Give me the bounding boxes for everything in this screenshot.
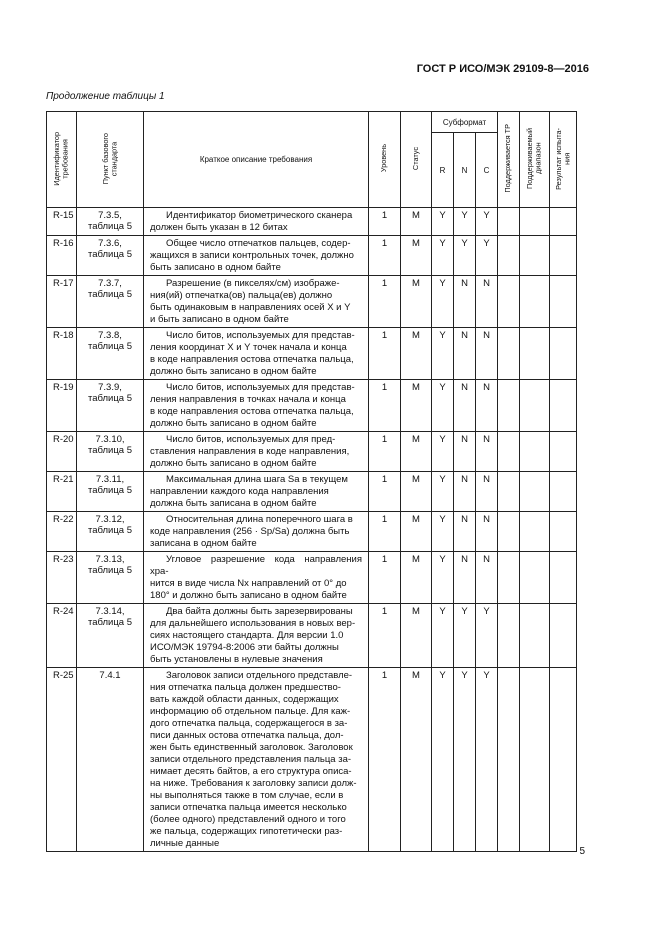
table-row bbox=[47, 432, 599, 472]
col-header-status: Статус bbox=[401, 112, 432, 208]
subformat-c-cell: N bbox=[476, 380, 498, 432]
base-clause: 7.3.12, таблица 5 bbox=[77, 512, 144, 552]
base-clause: 7.3.5, таблица 5 bbox=[77, 208, 144, 236]
requirement-description-text: Число битов, используемых для пред- ставления направления в коде направления, должно быть записано в одном байте bbox=[150, 434, 350, 469]
table-row bbox=[47, 472, 599, 512]
level-cell: 1 bbox=[369, 276, 401, 328]
col-header-sub-r: R bbox=[432, 133, 454, 208]
requirement-description bbox=[144, 668, 369, 852]
level-cell: 1 bbox=[369, 380, 401, 432]
range-cell bbox=[520, 512, 550, 552]
requirement-id: R-16 bbox=[47, 236, 77, 276]
table-row bbox=[47, 604, 599, 668]
requirement-description-text: Заголовок записи отдельного представле- ния отпечатка пальца должен предшество- вать каждой области данных, содержащих информацию об отдельном пальце. Для каж- дого отпечатка пальца, содержащегося в за- писи данных остова отпечатка пальца, дол- жен быть единственный заголовок. Заголовок записи отдельного представления пальца за- нимает десять байтов, а его структура описа- на ниже. Требования к заголовку записи долж- ны выполняться также в том случае, если в записи отпечатка пальца имеется несколько (более одного) представлений одного и того же пальца, содержащих гипотетически раз- личные данные bbox=[150, 670, 357, 849]
range-cell bbox=[520, 208, 550, 236]
subformat-n-cell: N bbox=[454, 276, 476, 328]
requirement-description bbox=[144, 604, 369, 668]
requirement-id: R-15 bbox=[47, 208, 77, 236]
range-cell bbox=[520, 432, 550, 472]
status-cell: M bbox=[401, 668, 432, 852]
subformat-c-cell: N bbox=[476, 552, 498, 604]
requirement-description-text: Идентификатор биометрического сканера должен быть указан в 12 битах bbox=[150, 210, 353, 233]
base-clause: 7.3.6, таблица 5 bbox=[77, 236, 144, 276]
subformat-r-cell: Y bbox=[432, 432, 454, 472]
table-row bbox=[47, 276, 599, 328]
requirement-description bbox=[144, 512, 369, 552]
requirement-id: R-20 bbox=[47, 432, 77, 472]
supported-cell bbox=[498, 328, 520, 380]
requirements-table bbox=[46, 111, 599, 852]
level-cell: 1 bbox=[369, 328, 401, 380]
table-row bbox=[47, 512, 599, 552]
subformat-n-cell: Y bbox=[454, 236, 476, 276]
requirement-description bbox=[144, 236, 369, 276]
requirement-id: R-19 bbox=[47, 380, 77, 432]
status-cell: M bbox=[401, 380, 432, 432]
requirement-id: R-17 bbox=[47, 276, 77, 328]
requirement-description bbox=[144, 552, 369, 604]
subformat-c-cell: N bbox=[476, 276, 498, 328]
range-cell bbox=[520, 236, 550, 276]
supported-cell bbox=[498, 276, 520, 328]
range-cell bbox=[520, 552, 550, 604]
subformat-r-cell: Y bbox=[432, 472, 454, 512]
requirement-description-text: Относительная длина поперечного шага в коде направления (256 · Sp/Sa) должна быть записана в одном байте bbox=[150, 514, 353, 549]
level-cell: 1 bbox=[369, 668, 401, 852]
table-row bbox=[47, 552, 599, 604]
requirement-id: R-24 bbox=[47, 604, 77, 668]
requirement-description bbox=[144, 328, 369, 380]
subformat-c-cell: N bbox=[476, 328, 498, 380]
supported-cell bbox=[498, 472, 520, 512]
requirement-description bbox=[144, 472, 369, 512]
result-cell bbox=[550, 276, 577, 328]
subformat-n-cell: N bbox=[454, 552, 476, 604]
col-header-clause: Пункт базового стандарта bbox=[77, 112, 144, 208]
supported-cell bbox=[498, 208, 520, 236]
page-number: 5 bbox=[579, 846, 585, 857]
table-row bbox=[47, 328, 599, 380]
supported-cell bbox=[498, 432, 520, 472]
subformat-r-cell: Y bbox=[432, 208, 454, 236]
status-cell: M bbox=[401, 328, 432, 380]
subformat-r-cell: Y bbox=[432, 668, 454, 852]
subformat-n-cell: N bbox=[454, 380, 476, 432]
supported-cell bbox=[498, 236, 520, 276]
subformat-c-cell: N bbox=[476, 512, 498, 552]
supported-cell bbox=[498, 552, 520, 604]
subformat-r-cell: Y bbox=[432, 552, 454, 604]
requirement-id: R-18 bbox=[47, 328, 77, 380]
subformat-n-cell: Y bbox=[454, 604, 476, 668]
requirement-id: R-25 bbox=[47, 668, 77, 852]
supported-cell bbox=[498, 668, 520, 852]
status-cell: M bbox=[401, 432, 432, 472]
status-cell: M bbox=[401, 552, 432, 604]
supported-cell bbox=[498, 604, 520, 668]
subformat-c-cell: N bbox=[476, 472, 498, 512]
level-cell: 1 bbox=[369, 236, 401, 276]
result-cell bbox=[550, 552, 577, 604]
table-row bbox=[47, 668, 599, 852]
table-row bbox=[47, 236, 599, 276]
result-cell bbox=[550, 512, 577, 552]
result-cell bbox=[550, 668, 577, 852]
subformat-r-cell: Y bbox=[432, 512, 454, 552]
subformat-r-cell: Y bbox=[432, 276, 454, 328]
range-cell bbox=[520, 668, 550, 852]
subformat-n-cell: N bbox=[454, 328, 476, 380]
col-header-sub-n: N bbox=[454, 133, 476, 208]
document-standard-header: ГОСТ Р ИСО/МЭК 29109-8—2016 bbox=[416, 63, 589, 75]
subformat-c-cell: Y bbox=[476, 668, 498, 852]
col-header-id: Идентификатор требования bbox=[47, 112, 77, 208]
base-clause: 7.3.13, таблица 5 bbox=[77, 552, 144, 604]
base-clause: 7.3.7, таблица 5 bbox=[77, 276, 144, 328]
subformat-n-cell: N bbox=[454, 432, 476, 472]
requirement-description bbox=[144, 276, 369, 328]
level-cell: 1 bbox=[369, 208, 401, 236]
result-cell bbox=[550, 472, 577, 512]
level-cell: 1 bbox=[369, 552, 401, 604]
base-clause: 7.3.14, таблица 5 bbox=[77, 604, 144, 668]
result-cell bbox=[550, 208, 577, 236]
status-cell: M bbox=[401, 276, 432, 328]
requirement-id: R-21 bbox=[47, 472, 77, 512]
base-clause: 7.4.1 bbox=[77, 668, 144, 852]
requirement-description bbox=[144, 380, 369, 432]
level-cell: 1 bbox=[369, 604, 401, 668]
status-cell: M bbox=[401, 208, 432, 236]
level-cell: 1 bbox=[369, 472, 401, 512]
base-clause: 7.3.8, таблица 5 bbox=[77, 328, 144, 380]
range-cell bbox=[520, 604, 550, 668]
result-cell bbox=[550, 328, 577, 380]
status-cell: M bbox=[401, 236, 432, 276]
subformat-c-cell: N bbox=[476, 432, 498, 472]
status-cell: M bbox=[401, 604, 432, 668]
range-cell bbox=[520, 276, 550, 328]
supported-cell bbox=[498, 380, 520, 432]
result-cell bbox=[550, 380, 577, 432]
base-clause: 7.3.10, таблица 5 bbox=[77, 432, 144, 472]
subformat-c-cell: Y bbox=[476, 604, 498, 668]
requirement-description-text: Угловое разрешение кода направления хра- нится в виде числа Nx направлений от 0° до 180° и должно быть записано в одном байте bbox=[150, 554, 362, 601]
requirement-description-text: Два байта должны быть зарезервированы для дальнейшего использования в новых вер- сиях настоящего стандарта. Для версии 1.0 ИСО/МЭК 19794-8:2006 эти байты должны быть установлены в нулевые значения bbox=[150, 606, 356, 665]
col-header-subformat: Субформат bbox=[432, 112, 498, 133]
subformat-r-cell: Y bbox=[432, 328, 454, 380]
col-header-result: Результат испыта- ния bbox=[550, 112, 577, 208]
requirement-id: R-22 bbox=[47, 512, 77, 552]
status-cell: M bbox=[401, 472, 432, 512]
subformat-n-cell: Y bbox=[454, 668, 476, 852]
requirement-description-text: Максимальная длина шага Sa в текущем направлении каждого кода направления должна быть записана в одном байте bbox=[150, 474, 348, 509]
subformat-c-cell: Y bbox=[476, 236, 498, 276]
range-cell bbox=[520, 380, 550, 432]
status-cell: M bbox=[401, 512, 432, 552]
supported-cell bbox=[498, 512, 520, 552]
requirement-id: R-23 bbox=[47, 552, 77, 604]
col-header-description: Краткое описание требования bbox=[144, 112, 369, 208]
col-header-level: Уровень bbox=[369, 112, 401, 208]
level-cell: 1 bbox=[369, 432, 401, 472]
subformat-n-cell: N bbox=[454, 512, 476, 552]
result-cell bbox=[550, 432, 577, 472]
base-clause: 7.3.11, таблица 5 bbox=[77, 472, 144, 512]
subformat-n-cell: Y bbox=[454, 208, 476, 236]
col-header-sub-c: C bbox=[476, 133, 498, 208]
requirement-description-text: Разрешение (в пикселях/см) изображе- ния(ий) отпечатка(ов) пальца(ев) должно быть одинаковым в направлениях осей X и Y и быть записано в одном байте bbox=[150, 278, 351, 325]
col-header-supported: Поддерживается ТР bbox=[498, 112, 520, 208]
base-clause: 7.3.9, таблица 5 bbox=[77, 380, 144, 432]
subformat-n-cell: N bbox=[454, 472, 476, 512]
requirement-description-text: Число битов, используемых для представ- ления координат X и Y точек начала и конца в коде направления остова отпечатка пальца, должно быть записано в одном байте bbox=[150, 330, 355, 377]
subformat-r-cell: Y bbox=[432, 236, 454, 276]
table-row bbox=[47, 208, 599, 236]
requirement-description-text: Общее число отпечатков пальцев, содер- жащихся в записи контрольных точек, должно быть записано в одном байте bbox=[150, 238, 354, 273]
range-cell bbox=[520, 328, 550, 380]
table-caption: Продолжение таблицы 1 bbox=[46, 91, 165, 102]
table-row bbox=[47, 380, 599, 432]
col-header-range: Поддерживаемый диапазон bbox=[520, 112, 550, 208]
requirement-description bbox=[144, 432, 369, 472]
result-cell bbox=[550, 604, 577, 668]
subformat-r-cell: Y bbox=[432, 604, 454, 668]
subformat-c-cell: Y bbox=[476, 208, 498, 236]
level-cell: 1 bbox=[369, 512, 401, 552]
result-cell bbox=[550, 236, 577, 276]
requirement-description bbox=[144, 208, 369, 236]
requirement-description-text: Число битов, используемых для представ- ления направления в точках начала и конца в коде направления остова отпечатка пальца, должно быть записано в одном байте bbox=[150, 382, 355, 429]
range-cell bbox=[520, 472, 550, 512]
subformat-r-cell: Y bbox=[432, 380, 454, 432]
